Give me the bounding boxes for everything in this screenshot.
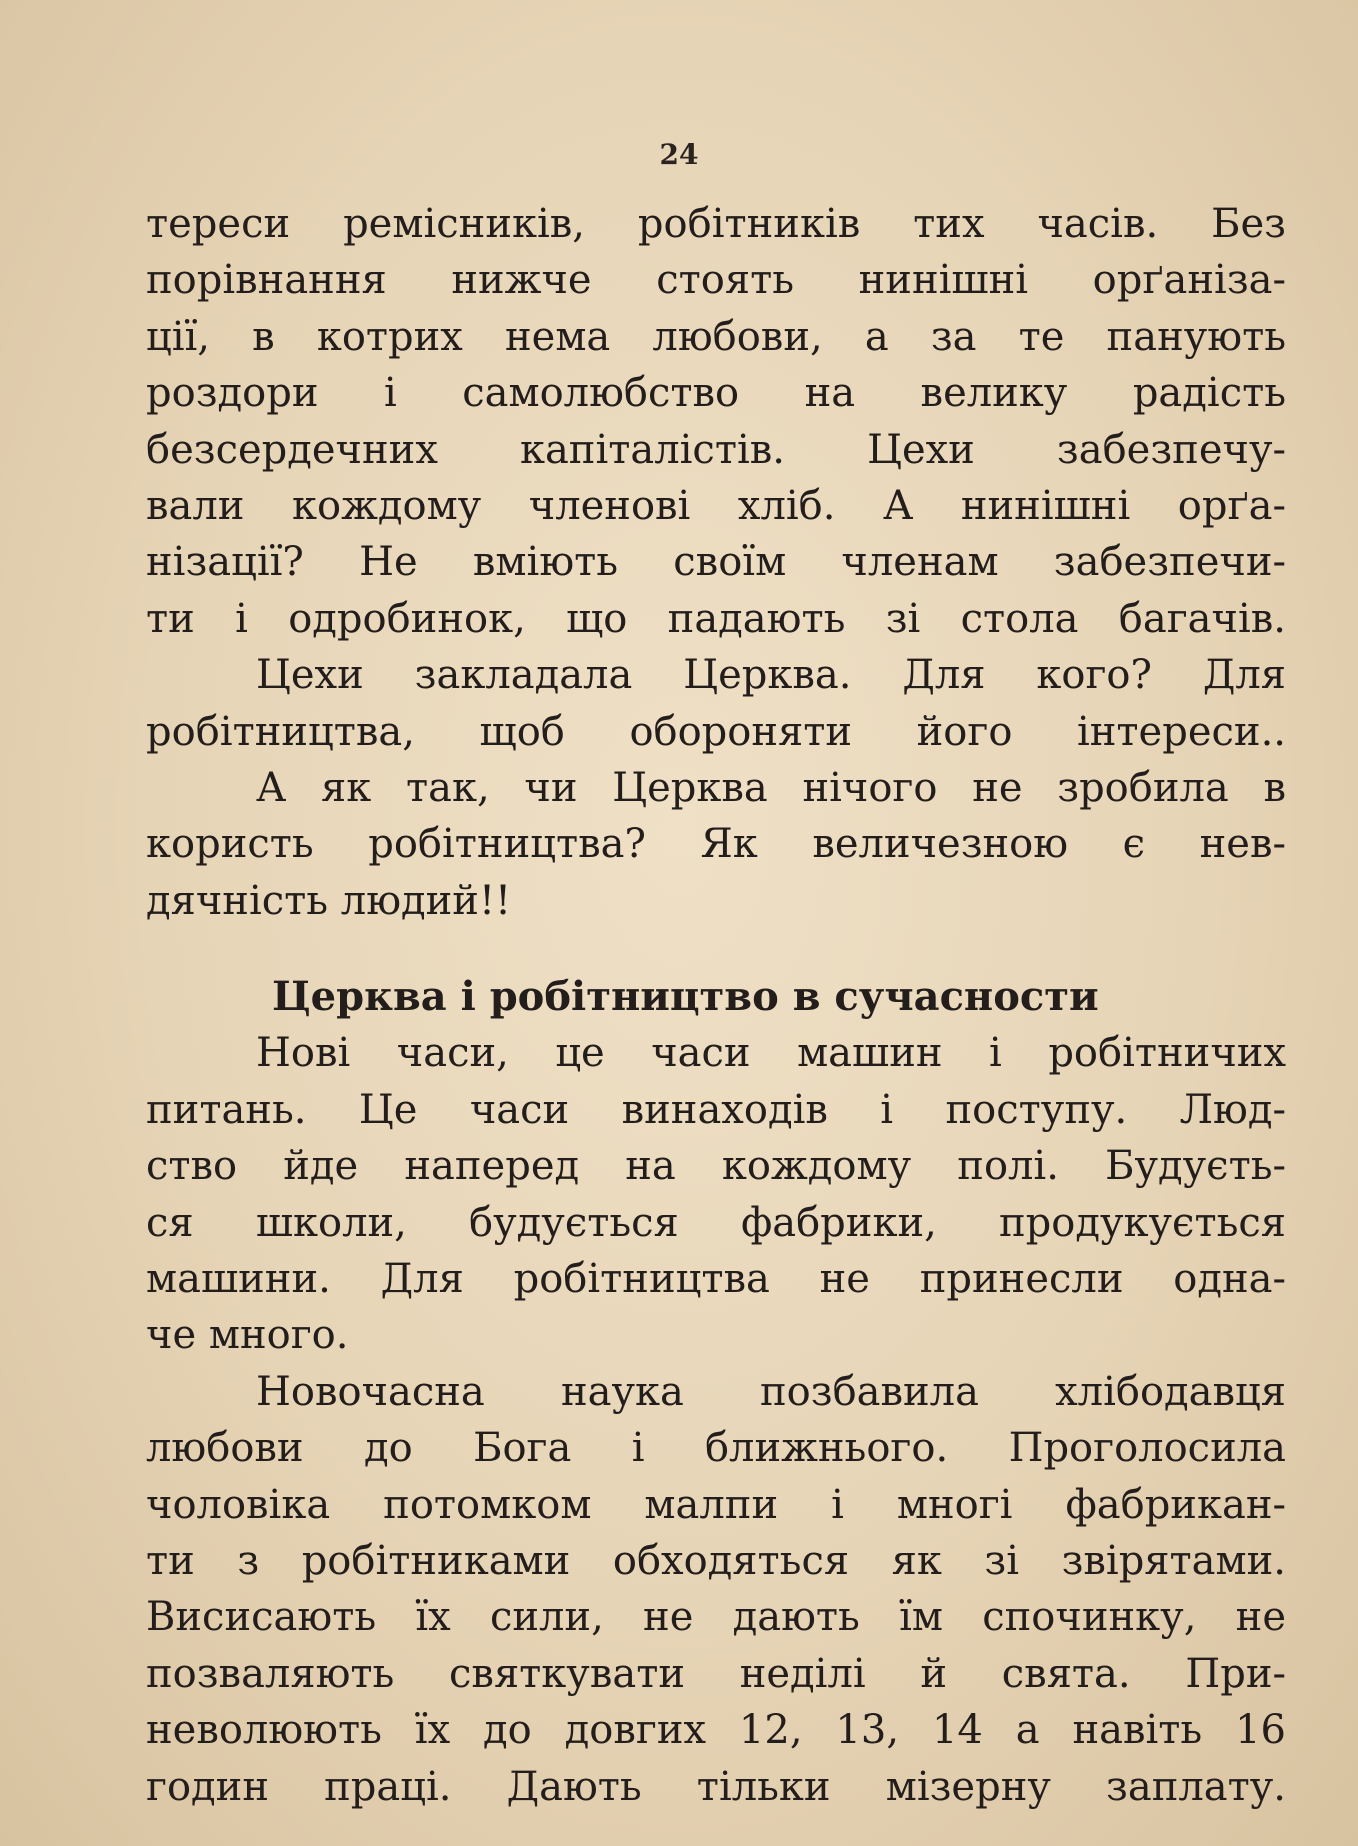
text-line: питань. Це часи винаходів і поступу. Люд- xyxy=(146,1086,1286,1133)
text-line: роздори і самолюбство на велику радість xyxy=(146,370,1286,417)
text-line: любови до Бога і ближнього. Проголосила xyxy=(146,1425,1286,1472)
text-line: ти з робітниками обходяться як зі звірятами. xyxy=(146,1537,1286,1584)
text-line: робітництва, щоб обороняти його інтереси.. xyxy=(146,708,1286,755)
text-line: безсердечних капіталістів. Цехи забезпечу- xyxy=(146,426,1286,473)
text-line: тереси ремісників, робітників тих часів. Без xyxy=(146,201,1286,247)
text-line: че много. xyxy=(146,1312,349,1359)
text-line: вали кождому членові хліб. А нинішні орґа- xyxy=(146,482,1286,529)
text-line: користь робітництва? Як величезною є нев- xyxy=(146,821,1286,868)
text-line: чоловіка потомком малпи і многі фабрикан- xyxy=(146,1481,1286,1528)
text-line: Новочасна наука позбавила хлібодавця xyxy=(256,1368,1286,1415)
text-line: позваляють святкувати неділі й свята. При- xyxy=(146,1650,1286,1697)
page-number: 24 xyxy=(659,138,699,171)
text-line: Цехи закладала Церква. Для кого? Для xyxy=(256,652,1286,699)
text-line: неволюють їх до довгих 12, 13, 14 а навіть 16 xyxy=(146,1707,1286,1754)
text-line: ство йде наперед на кождому полі. Будуєть- xyxy=(146,1143,1286,1190)
text-line: Висисають їх сили, не дають їм спочинку, не xyxy=(146,1594,1286,1641)
page-text xyxy=(146,196,1286,1815)
text-line: нізації? Не вміють своїм членам забезпечи- xyxy=(146,539,1286,586)
text-line: ції, в котрих нема любови, а за те панують xyxy=(146,313,1286,360)
text-line: ся школи, будується фабрики, продукується xyxy=(146,1199,1286,1246)
section-heading: Церква і робітництво в сучасности xyxy=(272,973,1099,1021)
text-line: Нові часи, це часи машин і робітничих xyxy=(256,1030,1286,1077)
text-line: машини. Для робітництва не принесли одна- xyxy=(146,1256,1286,1303)
text-line: ти і одробинок, що падають зі стола багачів. xyxy=(146,595,1286,642)
text-line: годин праці. Дають тільки мізерну заплату. xyxy=(146,1763,1286,1810)
text-line: дячність людий!! xyxy=(146,877,512,924)
text-line: А як так, чи Церква нічого не зробила в xyxy=(256,764,1286,811)
text-line: порівнання нижче стоять нинішні орґаніза- xyxy=(146,257,1286,304)
